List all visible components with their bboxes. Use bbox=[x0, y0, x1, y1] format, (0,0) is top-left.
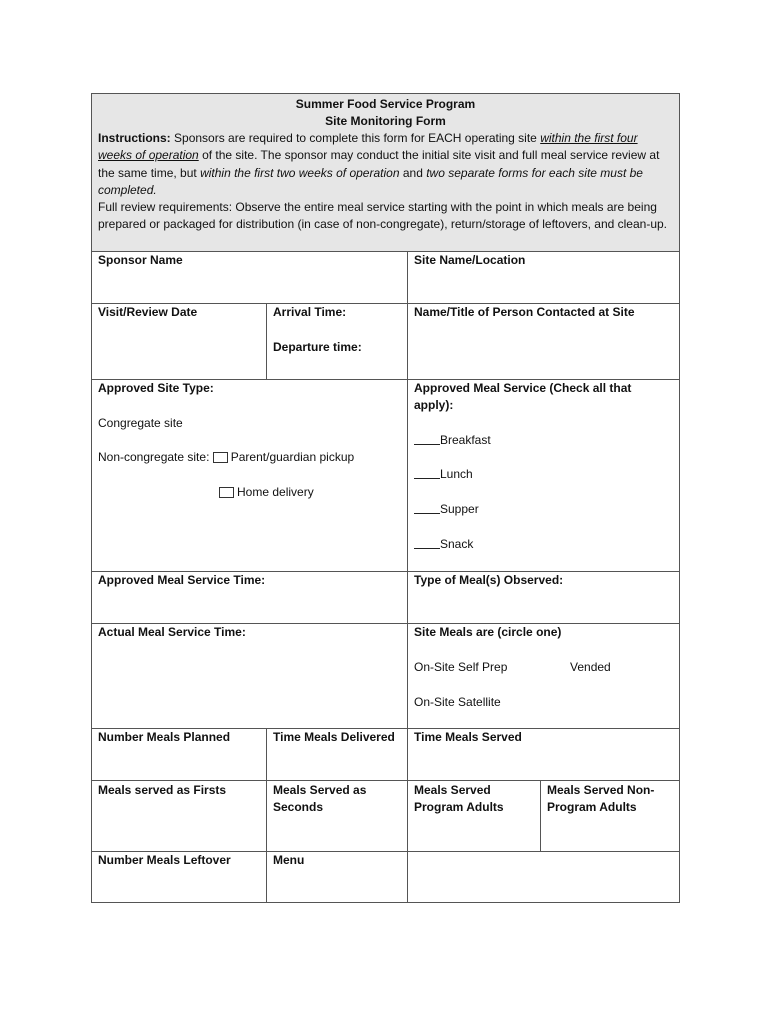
time-delivered-label: Time Meals Delivered bbox=[273, 730, 395, 744]
type-observed-label: Type of Meal(s) Observed: bbox=[414, 573, 564, 587]
non-congregate-label: Non-congregate site: bbox=[98, 450, 210, 464]
instructions-label: Instructions: bbox=[98, 131, 171, 145]
program-adults-label: Meals Served Program Adults bbox=[414, 783, 504, 814]
instructions bbox=[98, 130, 673, 234]
served-seconds-label: Meals Served as Seconds bbox=[273, 783, 367, 814]
home-delivery-label: Home delivery bbox=[237, 485, 314, 499]
onsite-self-prep-option[interactable]: On-Site Self Prep bbox=[414, 660, 508, 674]
site-name-label: Site Name/Location bbox=[414, 253, 526, 267]
lunch-option bbox=[408, 466, 479, 483]
home-delivery-checkbox[interactable] bbox=[219, 487, 234, 498]
lunch-blank[interactable] bbox=[414, 466, 440, 479]
parent-pickup-label: Parent/guardian pickup bbox=[230, 450, 355, 464]
arrival-time-label: Arrival Time: bbox=[273, 305, 347, 319]
snack-label: Snack bbox=[440, 537, 474, 551]
approved-site-type-label: Approved Site Type: bbox=[98, 381, 214, 395]
actual-service-time-label: Actual Meal Service Time: bbox=[98, 625, 246, 639]
form-title bbox=[98, 94, 673, 130]
time-served-label: Time Meals Served bbox=[414, 730, 522, 744]
form-header bbox=[92, 94, 679, 251]
instructions-text-c: of the site. The sponsor may conduct the initial site visit and full meal service review at the same time, but bbox=[98, 148, 660, 180]
visit-date-label: Visit/Review Date bbox=[98, 305, 198, 319]
non-congregate-row bbox=[92, 449, 360, 466]
form-title-line2: Site Monitoring Form bbox=[325, 114, 446, 128]
parent-pickup-checkbox[interactable] bbox=[213, 452, 228, 463]
form-title-line1: Summer Food Service Program bbox=[295, 97, 476, 111]
sponsor-name-label: Sponsor Name bbox=[98, 253, 183, 267]
home-delivery-row bbox=[213, 484, 320, 501]
supper-option bbox=[408, 501, 485, 518]
congregate-site-option: Congregate site bbox=[98, 416, 183, 430]
meals-planned-label: Number Meals Planned bbox=[98, 730, 231, 744]
instructions-text-d: within the first two weeks of operation bbox=[200, 165, 400, 180]
instructions-text-a: Sponsors are required to complete this form for EACH operating site bbox=[174, 131, 537, 145]
site-meals-are-label: Site Meals are (circle one) bbox=[414, 625, 562, 639]
meals-leftover-label: Number Meals Leftover bbox=[98, 853, 231, 867]
snack-option bbox=[408, 536, 479, 553]
departure-time-label: Departure time: bbox=[273, 340, 362, 354]
breakfast-label: Breakfast bbox=[440, 433, 491, 447]
instructions-text-e: and bbox=[402, 165, 423, 180]
menu-label: Menu bbox=[273, 853, 305, 867]
supper-blank[interactable] bbox=[414, 501, 440, 514]
approved-service-time-label: Approved Meal Service Time: bbox=[98, 573, 266, 587]
onsite-satellite-option[interactable]: On-Site Satellite bbox=[414, 695, 501, 709]
vended-option[interactable]: Vended bbox=[570, 660, 611, 674]
breakfast-blank[interactable] bbox=[414, 432, 440, 445]
full-review-requirements: Full review requirements: Observe the entire meal service starting with the point in which meals are being prepared or packaged for distribution (in case of non-congregate), return/storage of leftovers, and clean-up. bbox=[98, 200, 667, 232]
instructions-text-b: within the first four weeks of operation bbox=[98, 131, 638, 163]
non-program-adults-label: Meals Served Non-Program Adults bbox=[547, 783, 655, 814]
snack-blank[interactable] bbox=[414, 536, 440, 549]
approved-meal-service-label: Approved Meal Service (Check all that apply): bbox=[414, 381, 632, 412]
site-monitoring-form bbox=[91, 93, 680, 903]
lunch-label: Lunch bbox=[440, 467, 473, 481]
served-firsts-label: Meals served as Firsts bbox=[98, 783, 227, 797]
supper-label: Supper bbox=[440, 502, 479, 516]
instructions-text-f: two separate forms for each site must be completed. bbox=[98, 165, 643, 197]
person-contacted-label: Name/Title of Person Contacted at Site bbox=[414, 305, 635, 319]
breakfast-option bbox=[408, 432, 497, 449]
